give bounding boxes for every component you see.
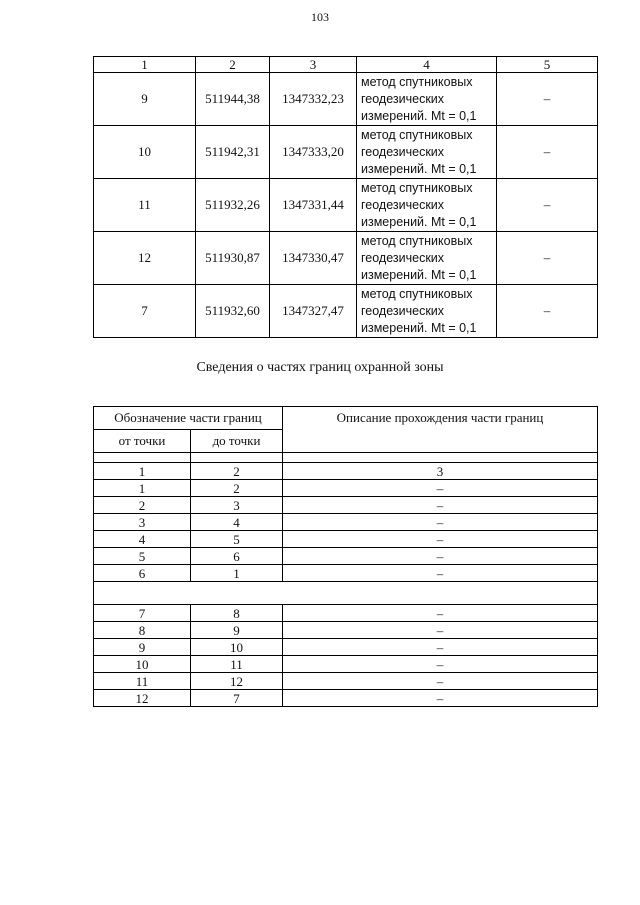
coord-y: 1347327,47: [270, 285, 357, 338]
method-description: [357, 73, 497, 126]
from-point: 1: [94, 480, 191, 497]
coord-y: 1347330,47: [270, 232, 357, 285]
coords-row: [94, 126, 598, 179]
boundary-part-row: [94, 497, 598, 514]
part-description: –: [283, 548, 598, 565]
method-line: геодезических: [361, 91, 445, 106]
method-line: метод спутниковых: [361, 127, 473, 142]
header-boundary-designation: Обозначение части границ: [94, 407, 283, 430]
boundary-part-row: [94, 622, 598, 639]
method-line: измерений. Mt = 0,1: [361, 320, 477, 335]
part-description: –: [283, 656, 598, 673]
point-number: 11: [94, 179, 196, 232]
to-point: 1: [191, 565, 283, 582]
coordinates-table: [93, 56, 598, 338]
method-line: метод спутниковых: [361, 286, 473, 301]
coord-x: 511932,60: [196, 285, 270, 338]
point-number: 12: [94, 232, 196, 285]
coord-y: 1347332,23: [270, 73, 357, 126]
coords-body: [94, 73, 598, 338]
part-description: –: [283, 480, 598, 497]
coords-header-cell: 1: [94, 57, 196, 73]
to-point: 9: [191, 622, 283, 639]
coords-row: [94, 232, 598, 285]
coords-header-cell: 5: [497, 57, 598, 73]
to-point: 7: [191, 690, 283, 707]
from-point: 9: [94, 639, 191, 656]
column-number: 1: [94, 463, 191, 480]
to-point: 6: [191, 548, 283, 565]
method-line: геодезических: [361, 250, 445, 265]
to-point: 8: [191, 605, 283, 622]
coords-header-cell: 4: [357, 57, 497, 73]
part-description: –: [283, 673, 598, 690]
parts-header-row: [94, 407, 598, 430]
note-cell: –: [497, 126, 598, 179]
part-description: –: [283, 497, 598, 514]
method-line: метод спутниковых: [361, 74, 473, 89]
coord-y: 1347333,20: [270, 126, 357, 179]
method-line: измерений. Mt = 0,1: [361, 108, 477, 123]
from-point: 4: [94, 531, 191, 548]
header-from-point: от точки: [94, 430, 191, 453]
column-number: 3: [283, 463, 598, 480]
boundary-part-row: [94, 514, 598, 531]
part-description: –: [283, 514, 598, 531]
point-number: 7: [94, 285, 196, 338]
coord-x: 511942,31: [196, 126, 270, 179]
part-description: –: [283, 565, 598, 582]
to-point: 11: [191, 656, 283, 673]
from-point: 8: [94, 622, 191, 639]
boundary-part-row: [94, 690, 598, 707]
boundary-parts-table: [93, 406, 598, 707]
to-point: 3: [191, 497, 283, 514]
to-point: 2: [191, 480, 283, 497]
point-number: 9: [94, 73, 196, 126]
from-point: 11: [94, 673, 191, 690]
point-number: 10: [94, 126, 196, 179]
part-description: –: [283, 639, 598, 656]
part-description: –: [283, 690, 598, 707]
coords-row: [94, 179, 598, 232]
header-boundary-description: Описание прохождения части границ: [283, 407, 598, 453]
note-cell: –: [497, 73, 598, 126]
group-separator-row: [94, 582, 598, 605]
from-point: 5: [94, 548, 191, 565]
boundary-part-row: [94, 605, 598, 622]
method-line: метод спутниковых: [361, 233, 473, 248]
part-description: –: [283, 605, 598, 622]
coords-header-cell: 3: [270, 57, 357, 73]
boundary-part-row: [94, 531, 598, 548]
method-line: измерений. Mt = 0,1: [361, 214, 477, 229]
page-number: 103: [311, 10, 329, 24]
group2-body: [94, 605, 598, 707]
coords-row: [94, 73, 598, 126]
method-description: [357, 232, 497, 285]
coord-x: 511932,26: [196, 179, 270, 232]
method-line: геодезических: [361, 197, 445, 212]
coords-row: [94, 285, 598, 338]
method-line: метод спутниковых: [361, 180, 473, 195]
note-cell: –: [497, 285, 598, 338]
column-numbers-row: [94, 463, 598, 480]
method-line: геодезических: [361, 303, 445, 318]
section-title: Сведения о частях границ охранной зоны: [196, 360, 444, 375]
boundary-part-row: [94, 673, 598, 690]
from-point: 2: [94, 497, 191, 514]
boundary-part-row: [94, 656, 598, 673]
to-point: 4: [191, 514, 283, 531]
method-description: [357, 285, 497, 338]
method-description: [357, 126, 497, 179]
boundary-part-row: [94, 480, 598, 497]
part-description: –: [283, 622, 598, 639]
from-point: 6: [94, 565, 191, 582]
method-line: измерений. Mt = 0,1: [361, 267, 477, 282]
method-line: измерений. Mt = 0,1: [361, 161, 477, 176]
method-description: [357, 179, 497, 232]
boundary-part-row: [94, 639, 598, 656]
note-cell: –: [497, 232, 598, 285]
to-point: 5: [191, 531, 283, 548]
header-gap: [94, 453, 598, 463]
coord-x: 511944,38: [196, 73, 270, 126]
from-point: 3: [94, 514, 191, 531]
column-number: 2: [191, 463, 283, 480]
method-line: геодезических: [361, 144, 445, 159]
boundary-part-row: [94, 565, 598, 582]
from-point: 10: [94, 656, 191, 673]
group1-body: [94, 480, 598, 582]
from-point: 12: [94, 690, 191, 707]
coords-header-row: [94, 57, 598, 73]
coord-y: 1347331,44: [270, 179, 357, 232]
note-cell: –: [497, 179, 598, 232]
to-point: 10: [191, 639, 283, 656]
to-point: 12: [191, 673, 283, 690]
boundary-part-row: [94, 548, 598, 565]
coords-header-cell: 2: [196, 57, 270, 73]
coord-x: 511930,87: [196, 232, 270, 285]
from-point: 7: [94, 605, 191, 622]
part-description: –: [283, 531, 598, 548]
header-to-point: до точки: [191, 430, 283, 453]
